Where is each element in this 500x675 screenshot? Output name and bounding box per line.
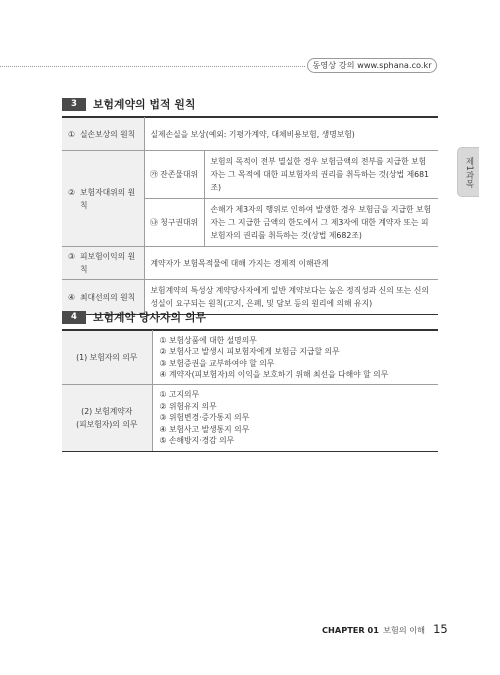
table-row xyxy=(62,118,438,151)
section-top-rule xyxy=(62,116,438,117)
party-obligations-table xyxy=(62,330,438,452)
principle-description: 손해가 제3자의 행위로 인하여 발생한 경우 보험금을 지급한 보험자는 그 지급한 금액의 한도에서 그 제3자에 대한 계약자 또는 피보험자의 권리를 취득하는 것(상법 제682조) xyxy=(204,199,438,247)
list-item: ② 보험사고 발생시 피보험자에게 보험금 지급할 의무 xyxy=(159,347,340,356)
principle-label-cell: ③ 피보험이익의 원칙 xyxy=(62,247,144,280)
footer-chapter: CHAPTER 01 xyxy=(322,625,379,635)
table-row xyxy=(62,331,438,385)
party-label: (1) 보험자의 의무 xyxy=(76,353,138,362)
header-dotted-rule xyxy=(0,66,305,67)
section-3-number: 3 xyxy=(62,98,86,111)
footer-chapter-title: 보험의 이해 xyxy=(382,625,426,635)
subrogation-type: ㉮ 잔존물대위 xyxy=(144,151,204,199)
subrogation-type: ㉯ 청구권대위 xyxy=(144,199,204,247)
table-row xyxy=(62,385,438,452)
list-item: ④ 보험사고 발생통지 의무 xyxy=(159,424,250,434)
principle-label: 최대선의의 원칙 xyxy=(80,292,136,302)
list-item: ③ 보험증권을 교부하여야 할 의무 xyxy=(159,358,275,368)
section-4-heading xyxy=(62,310,206,325)
principle-label: 보험자대위의 원칙 xyxy=(80,187,136,210)
section-4-number: 4 xyxy=(62,311,86,324)
principle-label-cell: ④ 최대선의의 원칙 xyxy=(62,280,144,315)
list-item: ① 고지의무 xyxy=(159,390,200,400)
list-item: ④ 계약자(피보험자)의 이익을 보호하기 위해 최선을 다해야 할 의무 xyxy=(159,370,389,379)
principle-label-cell: ① 실손보상의 원칙 xyxy=(62,118,144,151)
party-label-cell xyxy=(62,331,152,385)
list-item: ① 보험상품에 대한 설명의무 xyxy=(159,335,257,345)
subject-side-tab: 제1과목 xyxy=(457,147,479,197)
section-4-title: 보험계약 당사자의 의무 xyxy=(93,311,207,324)
party-label-cell xyxy=(62,385,152,452)
list-item: ⑤ 손해방지·경감 의무 xyxy=(159,436,235,446)
table-row xyxy=(62,247,438,280)
legal-principles-table xyxy=(62,117,438,315)
principle-description: 보험계약의 특성상 계약당사자에게 일반 계약보다는 높은 정직성과 신의 또는 신의성실이 요구되는 원칙(고지, 은폐, 및 담보 등의 원리에 의해 유지) xyxy=(144,280,438,315)
table-row xyxy=(62,151,438,199)
video-lecture-url-badge: 동영상 강의 www.sphana.co.kr xyxy=(307,58,437,73)
page-footer xyxy=(322,622,448,636)
principle-label-cell: ② 보험자대위의 원칙 xyxy=(62,151,144,247)
principle-label: 피보험이익의 원칙 xyxy=(80,252,136,274)
section-3-title: 보험계약의 법적 원칙 xyxy=(93,98,196,111)
obligation-list xyxy=(152,331,438,385)
list-item: ② 위험유지 의무 xyxy=(159,401,217,411)
principle-description: 보험의 목적이 전부 멸실한 경우 보험금액의 전부를 지급한 보험자는 그 목적에 대한 피보험자의 권리를 취득하는 것(상법 제681조) xyxy=(204,151,438,199)
principle-description: 실제손실을 보상(예외: 기평가계약, 대체비용보험, 생명보험) xyxy=(144,118,438,151)
list-item: ③ 위험변경·증가통지 의무 xyxy=(159,413,250,423)
principle-label: 실손보상의 원칙 xyxy=(80,129,136,139)
party-label: (2) 보험계약자 xyxy=(81,407,133,416)
principle-description: 계약자가 보험목적물에 대해 가지는 경제적 이해관계 xyxy=(144,247,438,280)
section-top-rule xyxy=(62,329,438,330)
party-label-sub: (피보험자)의 의무 xyxy=(76,420,138,429)
page-number: 15 xyxy=(433,622,448,636)
section-3-heading xyxy=(62,97,196,112)
obligation-list xyxy=(152,385,438,452)
